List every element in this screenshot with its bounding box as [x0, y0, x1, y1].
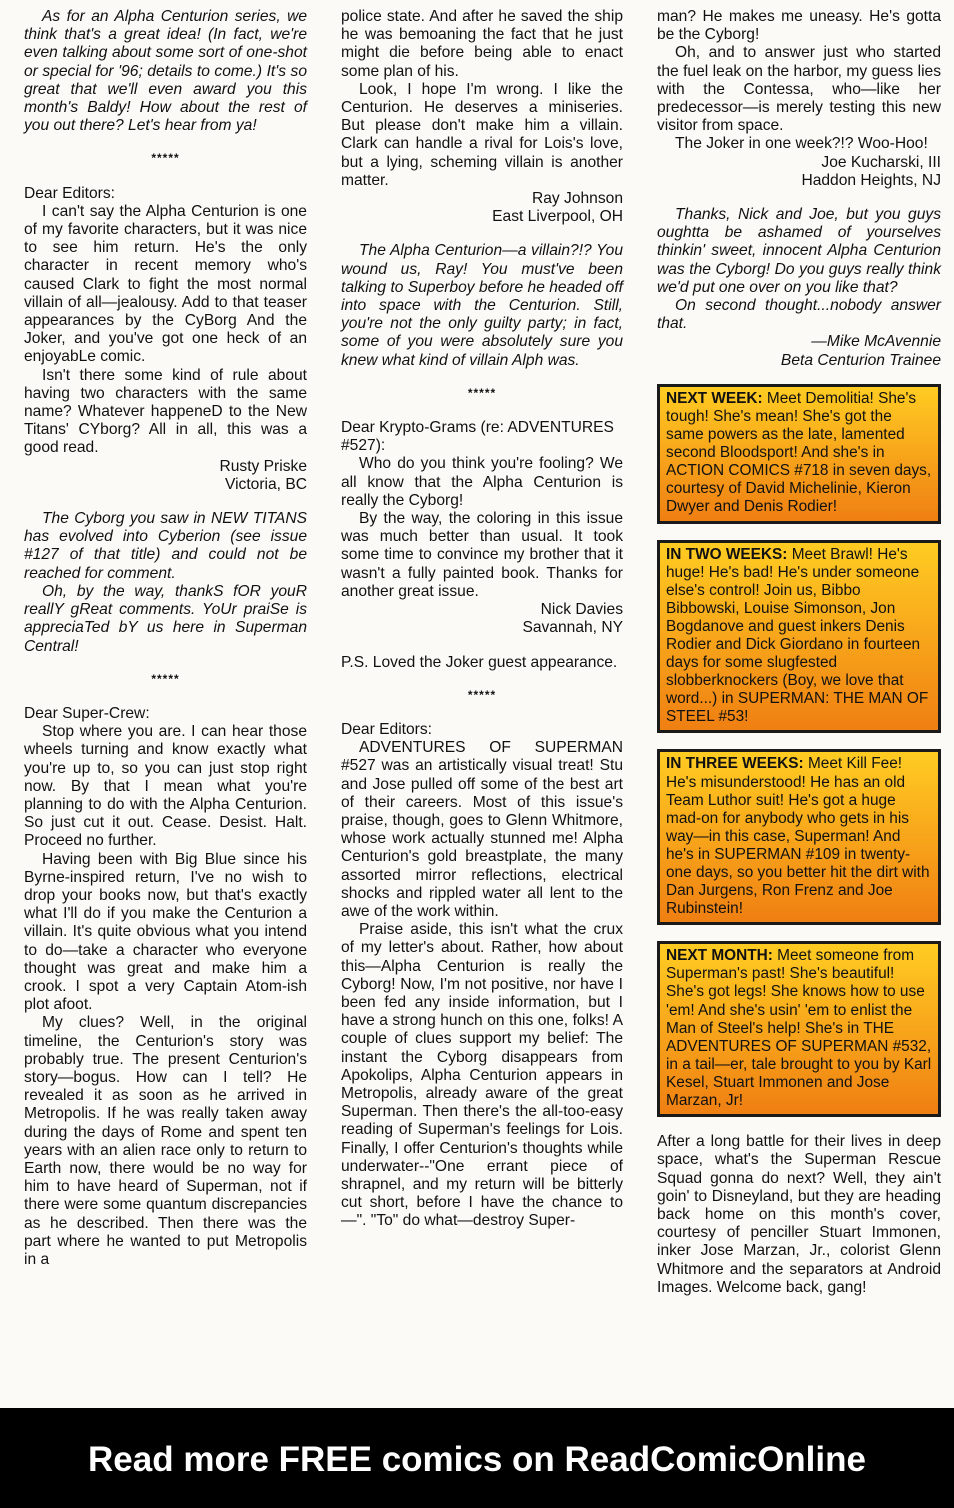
letter-paragraph: ADVENTURES OF SUPERMAN #527 was an artistically visual treat! Stu and Jose pulled off some of the best art of their careers. Most of this issue's praise, though, goes to Glenn Whitmore, whose work actually stunned me! Alpha Centurion's gold breastplate, the many assorted mirror reflections, electrical shocks and rippled water all lent to the awe of the work within. — [341, 739, 623, 920]
editor-reply: The Alpha Centurion—a villain?!? You wound us, Ray! You must've been talking to Superboy before he headed off into space with the Centurion. Still, you're not the only guilty party; in fact, some of you were absolutely sure you knew what kind of villain Alph was. — [341, 242, 623, 369]
promo-heading: IN TWO WEEKS: — [666, 545, 788, 563]
column-2 — [341, 8, 623, 1231]
letter-signature-name: Rusty Priske — [219, 457, 307, 475]
letter-paragraph: Stop where you are. I can hear those wheels turning and know exactly what you're up to, so you can just stop right now. By that I mean what you're planning to do with the Alpha Centurion. So just cut it out. Cease. Desist. Halt. Proceed no further. — [24, 723, 307, 850]
letter-paragraph: The Joker in one week?!? Woo-Hoo! — [675, 135, 928, 153]
cover-description: After a long battle for their lives in deep space, what's the Superman Rescue Squad gonna do next? Well, they ain't goin' to Disneyland, but they are heading back home on this month's cover, courtesy of penciller Stuart Immonen, inker Jose Marzan, Jr., colorist Glenn Whitmore and the separators at Android Images. Welcome back, gang! — [657, 1133, 941, 1296]
promo-heading: NEXT WEEK: — [666, 389, 763, 407]
letter-paragraph: Isn't there some kind of rule about having two characters with the same name? Whatever happeneD to the New Titans' CYborg? All in all, this was a good read. — [24, 366, 307, 457]
promo-box-two-weeks — [657, 540, 941, 734]
promo-box-next-week — [657, 384, 941, 524]
letter-signature-name: Joe Kucharski, III — [821, 153, 941, 171]
letter-paragraph: My clues? Well, in the original timeline, the Centurion's story was probably true. The present Centurion's story—bogus. How can I tell? He revealed it as soon as he arrived in Metropolis. If he was really taken away during the days of Rome and spent ten years with an alien race only to return to Earth now, there would be no way for him to have heard of Superman, not if there were some quantum discrepancies as he described. Then there was the part where he wanted to put Metropolis in a — [24, 1014, 307, 1268]
letter-signature-place: Haddon Heights, NJ — [801, 171, 941, 189]
letter-signature-name: Nick Davies — [540, 601, 623, 619]
letter-paragraph: Having been with Big Blue since his Byrne-inspired return, I've no wish to drop your books now, but that's exactly what I'll do if you make the Centurion a villain. It's quite obvious what you intend to do—take a character who everyone thought was great and make him a crook. I spot a very Captain Atom-ish plot afoot. — [24, 850, 307, 1014]
letter-salutation: Dear Editors: — [341, 720, 432, 738]
letter-signature-place: East Liverpool, OH — [492, 208, 623, 226]
promo-heading: NEXT MONTH: — [666, 947, 773, 965]
letter-salutation: Dear Krypto-Grams (re: ADVENTURES #527): — [341, 419, 614, 455]
letter-paragraph: Praise aside, this isn't what the crux of my letter's about. Rather, how about this—Alpha Centurion is really the Cyborg! Now, I'm not positive, nor have I been fed any inside information, but I have a strong hunch on this one, folks! A couple of clues support my belief: The instant the Cyborg disappears from Apokolips, Alpha Centurion appears in Metropolis, already aware of the great Superman. Then there's the all-too-easy reading of Superman's feelings for Lois. Finally, I offer Centurion's thoughts while underwater--"One errant piece of shrapnel, and my return will be bitterly cut short, before I have the chance to—". "To" do what—destroy Super- — [341, 921, 623, 1230]
letter-signature-place: Savannah, NY — [522, 619, 623, 637]
letter-paragraph: Oh, and to answer just who started the fuel leak on the harbor, my guess lies with the Contessa, who—like her predecessor—is merely testing this new visitor from space. — [657, 44, 941, 135]
letter-paragraph: By the way, the coloring in this issue was much better than usual. It took some time to convince my brother that it wasn't a fully painted book. Thanks for another great issue. — [341, 510, 623, 600]
editor-reply: Oh, by the way, thankS fOR youR reallY gReat comments. YoUr praiSe is appreciaTed bY us here in Superman Central! — [24, 582, 307, 655]
letter-paragraph: man? He makes me uneasy. He's gotta be the Cyborg! — [657, 8, 941, 44]
separator: ***** — [151, 151, 180, 166]
promo-text: Meet Kill Fee! He's misunderstood! He has an old Team Luthor suit! He's got a huge mad-on for anybody who gets in his way—in this case, Superman! And he's in SUPERMAN #109 in twenty-one days, so you better hit the dirt with Dan Jurgens, Ron Frenz and Joe Rubinstein! — [666, 755, 930, 918]
letter-signature-place: Victoria, BC — [224, 475, 307, 493]
letter-salutation: Dear Editors: — [24, 184, 115, 202]
column-1 — [24, 8, 307, 1269]
letter-postscript: P.S. Loved the Joker guest appearance. — [341, 653, 618, 671]
separator: ***** — [467, 687, 497, 702]
letter-paragraph: I can't say the Alpha Centurion is one of my favorite characters, but it was nice to see him return. He's the only character in recent memory who's caused Clark to fight the most normal villain of all—jealousy. Add to that teaser appearances by the CyBorg And the Joker, and you've got one heck of an enjoyabLe comic. — [24, 202, 307, 366]
separator: ***** — [467, 385, 497, 400]
editor-reply-intro: As for an Alpha Centurion series, we think that's a great idea! (In fact, we're even talking about some sort of one-shot or special for '96; details to come.) It's so great that we'll even award you this month's Baldy! How about the rest of you out there? Let's hear from ya! — [24, 8, 307, 135]
letter-paragraph: Look, I hope I'm wrong. I like the Centurion. He deserves a miniseries. But please don't make him a villain. Clark can handle a rival for Lois's love, but a lying, scheming villain is another matter. — [341, 80, 623, 189]
editor-signature-title: Beta Centurion Trainee — [780, 351, 941, 369]
editor-reply: On second thought...nobody answer that. — [657, 297, 941, 333]
column-3 — [657, 8, 941, 1297]
letter-paragraph: Who do you think you're fooling? We all know that the Alpha Centurion is really the Cyborg! — [341, 455, 623, 509]
letter-salutation: Dear Super-Crew: — [24, 704, 150, 722]
promo-text: Meet Demolitia! She's tough! She's mean! She's got the same powers as the late, lamented second Bloodsport! And she's in ACTION COMICS #718 in seven days, courtesy of David Michelinie, Kieron Dwyer and Denis Rodier! — [666, 389, 932, 516]
editor-reply: The Cyborg you saw in NEW TITANS has evolved into Cyberion (see issue #127 of that title) and could not be reached for comment. — [24, 510, 307, 582]
banner-link-text[interactable]: Read more FREE comics on ReadComicOnline — [88, 1440, 866, 1479]
promo-text: Meet someone from Superman's past! She's beautiful! She's got legs! She knows how to use 'em! And she's usin' 'em to enlist the Man of Steel's help! She's in THE ADVENTURES OF SUPERMAN #532, in a tail—er, tale brought to you by Karl Kesel, Stuart Immonen and Jose Marzan, Jr! — [666, 947, 932, 1110]
promo-box-three-weeks — [657, 749, 941, 925]
site-banner[interactable] — [0, 1408, 954, 1508]
letter-signature-name: Ray Johnson — [531, 190, 623, 208]
promo-text: Meet Brawl! He's huge! He's bad! He's under someone else's control! Join us, Bibbo Bibbowski, Louise Simonson, Jon Bogdanove and guest inkers Denis Rodier and Dick Giordano in fourteen days for some slugfested slobberknockers (Boy, we love that word...) in SUPERMAN: THE MAN OF STEEL #53! — [666, 545, 929, 726]
separator: ***** — [151, 671, 180, 686]
editor-signature-name: —Mike McAvennie — [811, 333, 941, 351]
letter-paragraph: police state. And after he saved the ship he was bemoaning the fact that he just might die before being able to enact some plan of his. — [341, 8, 623, 80]
editor-reply: Thanks, Nick and Joe, but you guys oughtta be ashamed of yourselves thinkin' sweet, innocent Alpha Centurion was the Cyborg! Do you guys really think we'd put one over on you like that? — [657, 206, 941, 296]
promo-box-next-month — [657, 941, 941, 1117]
promo-heading: IN THREE WEEKS: — [666, 755, 804, 773]
